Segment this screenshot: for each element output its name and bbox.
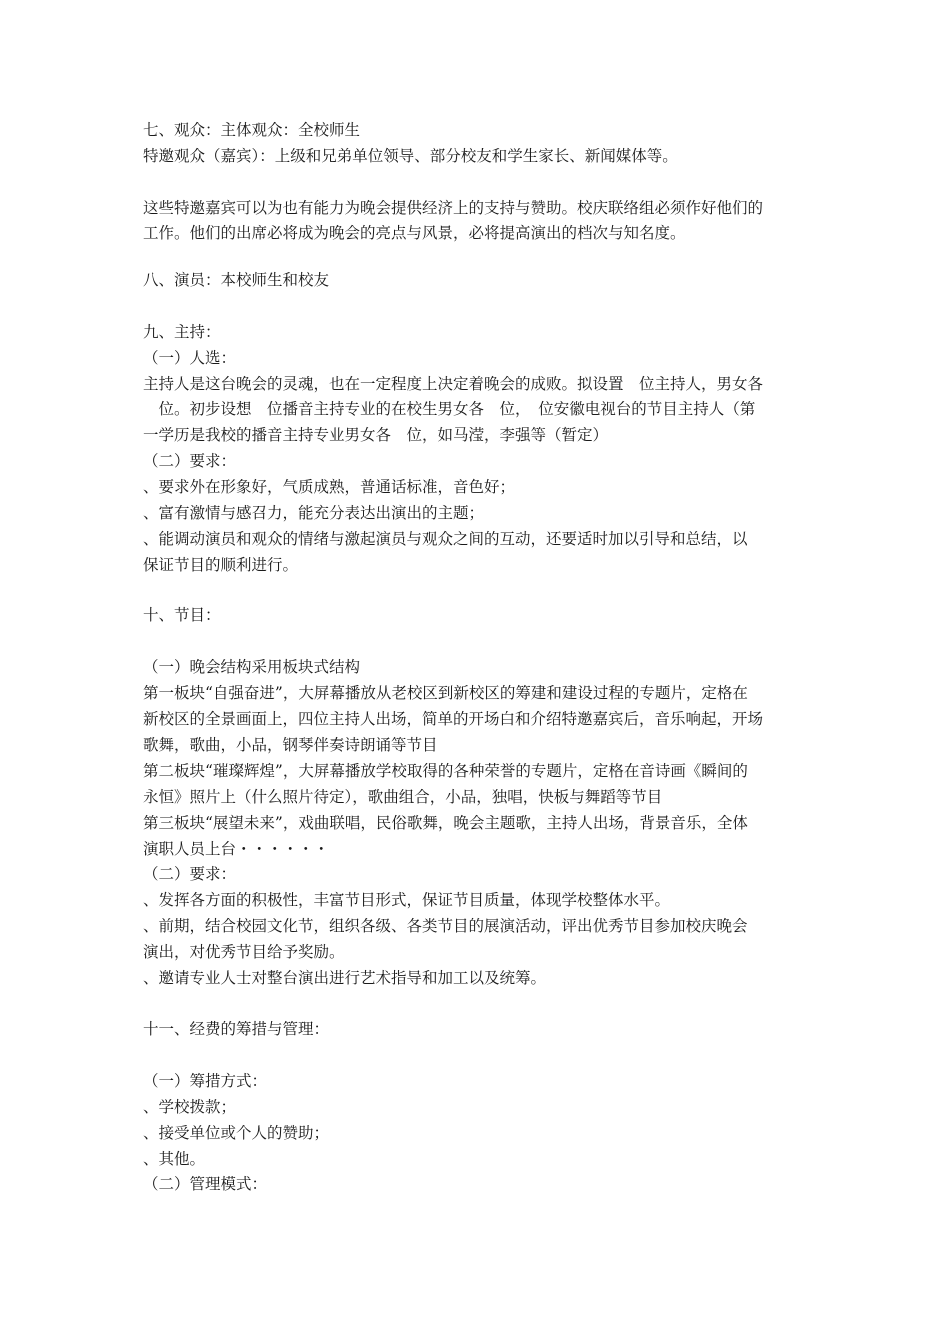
subheading-requirements: （二）要求： [143, 865, 237, 883]
paragraph-line: 主持人是这台晚会的灵魂，也在一定程度上决定着晚会的成败。拟设置 位主持人，男女各 [143, 375, 764, 393]
list-item: 、邀请专业人士对整台演出进行艺术指导和加工以及统筹。 [143, 969, 547, 987]
list-item: 、前期，结合校园文化节，组织各级、各类节目的展演活动，评出优秀节目参加校庆晚会 [143, 917, 748, 935]
paragraph-line: 演出，对优秀节目给予奖励。 [143, 943, 345, 961]
paragraph-line: 特邀观众（嘉宾）：上级和兄弟单位领导、部分校友和学生家长、新闻媒体等。 [143, 147, 678, 165]
paragraph-line: 这些特邀嘉宾可以为也有能力为晚会提供经济上的支持与赞助。校庆联络组必须作好他们的 [143, 199, 764, 217]
list-item: 、发挥各方面的积极性，丰富节目形式，保证节目质量，体现学校整体水平。 [143, 891, 671, 909]
list-item: 、学校拨款； [143, 1098, 237, 1116]
paragraph-line: 位。初步设想 位播音主持专业的在校生男女各 位， 位安徽电视台的节目主持人（第 [143, 400, 756, 418]
subheading-management: （二）管理模式： [143, 1175, 268, 1193]
paragraph-line: 新校区的全景画面上，四位主持人出场，简单的开场白和介绍特邀嘉宾后，音乐响起，开场 [143, 710, 764, 728]
paragraph-line: 一学历是我校的播音主持专业男女各 位，如马滢，李强等（暂定） [143, 426, 609, 444]
list-item: 、能调动演员和观众的情绪与激起演员与观众之间的互动，还要适时加以引导和总结，以 [143, 530, 748, 548]
list-item: 、富有激情与感召力，能充分表达出演出的主题； [143, 504, 485, 522]
heading-audience: 七、观众：主体观众：全校师生 [143, 121, 361, 139]
paragraph-line: 永恒》照片上（什么照片待定），歌曲组合，小品，独唱，快板与舞蹈等节目 [143, 788, 663, 806]
subheading-funding-methods: （一）筹措方式： [143, 1072, 268, 1090]
subheading-candidates: （一）人选： [143, 349, 237, 367]
heading-hosts: 九、主持： [143, 323, 221, 341]
paragraph-line: 歌舞，歌曲，小品，钢琴伴奏诗朗诵等节目 [143, 736, 438, 754]
subheading-structure: （一）晚会结构采用板块式结构 [143, 658, 361, 676]
paragraph-line: 第一板块“自强奋进”，大屏幕播放从老校区到新校区的筹建和建设过程的专题片，定格在 [143, 684, 748, 702]
list-item: 、要求外在形象好，气质成熟，普通话标准，音色好； [143, 478, 516, 496]
heading-programs: 十、节目： [143, 606, 221, 624]
subheading-requirements: （二）要求： [143, 452, 237, 470]
paragraph-line: 第三板块“展望未来”，戏曲联唱，民俗歌舞，晚会主题歌，主持人出场，背景音乐，全体 [143, 814, 748, 832]
paragraph-line: 保证节目的顺利进行。 [143, 556, 299, 574]
list-item: 、接受单位或个人的赞助； [143, 1124, 330, 1142]
heading-performers: 八、演员：本校师生和校友 [143, 271, 330, 289]
paragraph-line: 工作。他们的出席必将成为晚会的亮点与风景，必将提高演出的档次与知名度。 [143, 224, 686, 242]
heading-funding: 十一、经费的筹措与管理： [143, 1020, 330, 1038]
list-item: 、其他。 [143, 1150, 206, 1168]
paragraph-line: 第二板块“璀璨辉煌”，大屏幕播放学校取得的各种荣誉的专题片，定格在音诗画《瞬间的 [143, 762, 748, 780]
paragraph-line: 演职人员上台・・・・・・ [143, 840, 330, 858]
